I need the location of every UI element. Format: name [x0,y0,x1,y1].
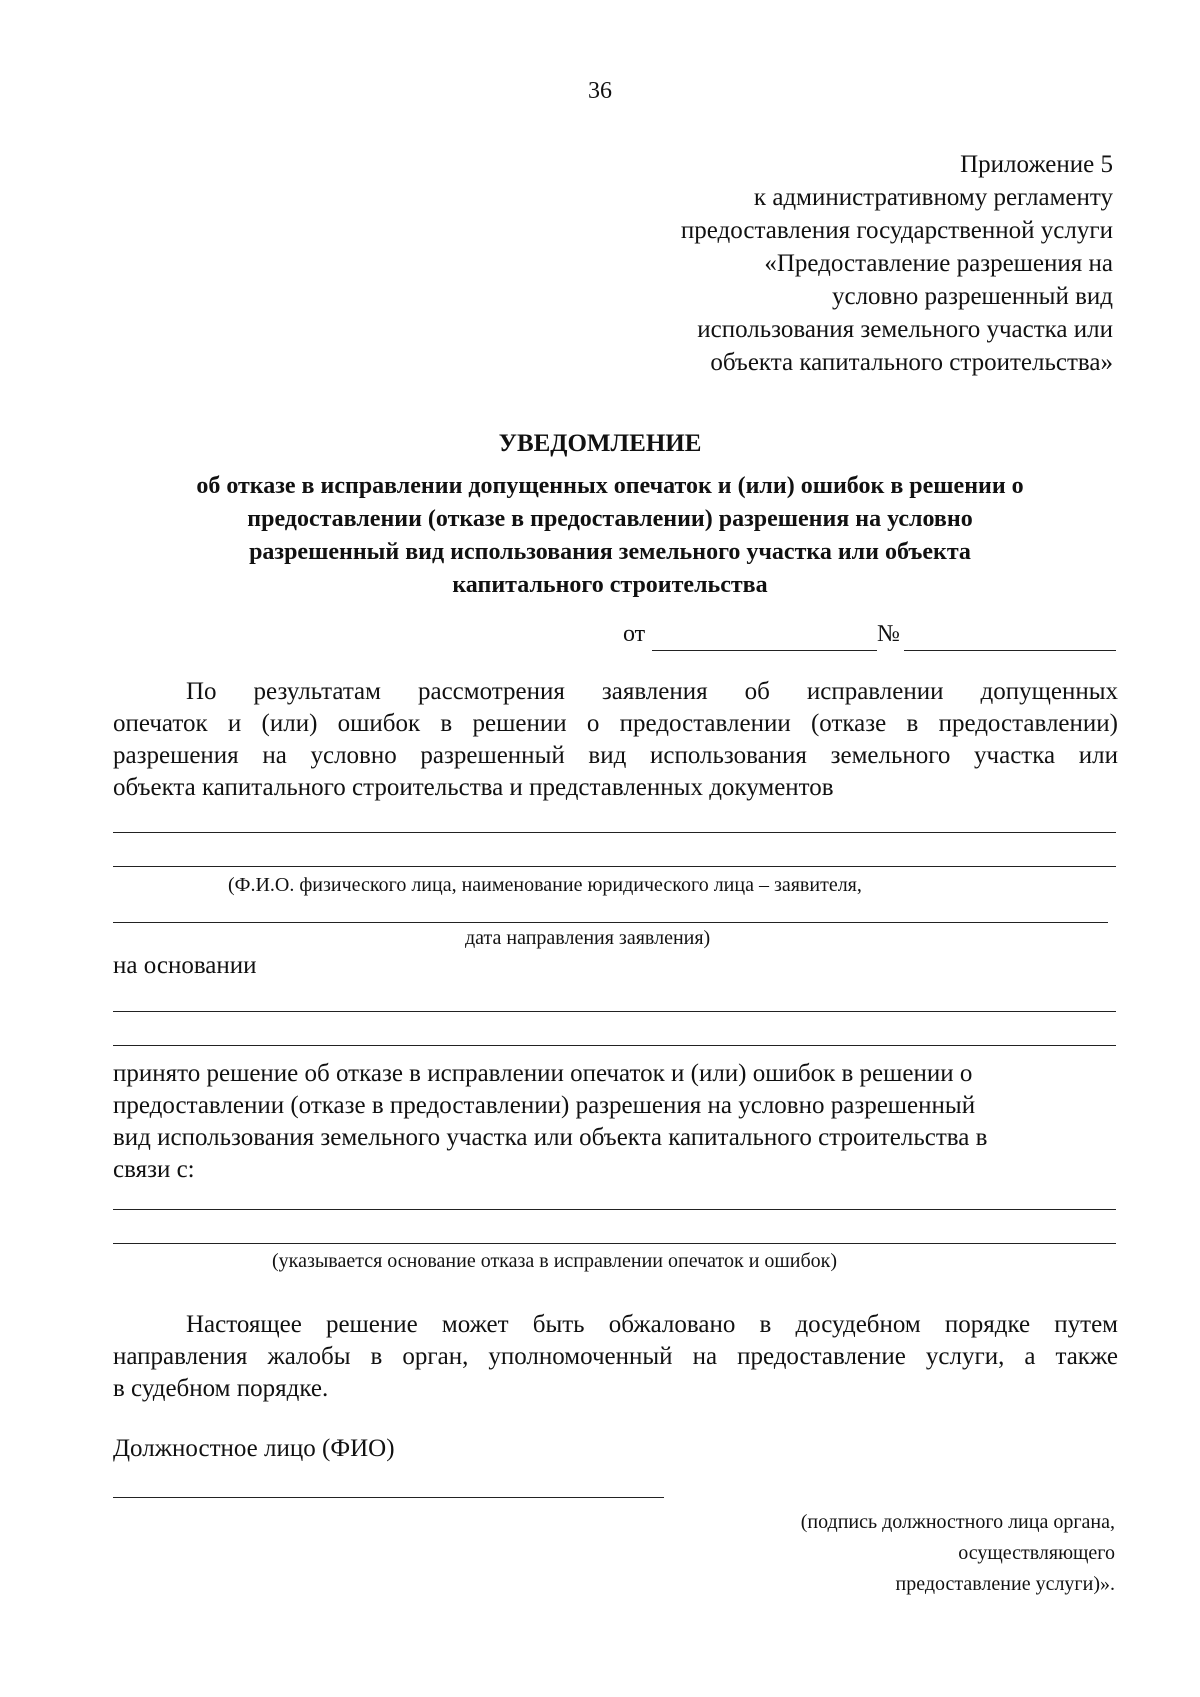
paragraph-line: предоставлении (отказе в предоставлении) разрешения на условно разрешенный [113,1092,976,1119]
paragraph-appeal [113,1309,1118,1405]
annex-line: условно разрешенный вид [831,283,1113,310]
subtitle-line: предоставлении (отказе в предоставлении) разрешения на условно [247,506,973,532]
annex-line: объекта капитального строительства» [710,349,1113,376]
paragraph-line: По результатам рассмотрения заявления об исправлении допущенных [186,678,1118,705]
annex-line: предоставления государственной услуги [680,217,1113,244]
paragraph-line: разрешения на условно разрешенный вид использования земельного участка или [113,742,1118,769]
paragraph-line: направления жалобы в орган, уполномоченный на предоставление услуги, а также [113,1343,1118,1370]
basis-label: на основании [113,952,257,979]
applicant-date-field-line[interactable] [113,922,1108,923]
paragraph-line: опечаток и (или) ошибок в решении о предоставлении (отказе в предоставлении) [113,710,1118,737]
paragraph-line: в судебном порядке. [113,1375,329,1402]
paragraph-line: принято решение об отказе в исправлении опечаток и (или) ошибок в решении о [113,1060,973,1087]
applicant-caption: (Ф.И.О. физического лица, наименование юридического лица – заявителя, [228,874,862,896]
annex-line: Приложение 5 [960,151,1113,178]
annex-line: к административному регламенту [753,184,1113,211]
page-number: 36 [588,78,612,104]
number-label: № [877,621,900,647]
paragraph-line: вид использования земельного участка или объекта капитального строительства в [113,1124,988,1151]
basis-field-line[interactable] [113,1045,1116,1046]
date-from-label: от [623,621,646,647]
document-subtitle [110,470,1110,602]
document-title: УВЕДОМЛЕНИЕ [498,430,702,457]
signature-caption-line: (подпись должностного лица органа, [800,1511,1115,1533]
subtitle-line: разрешенный вид использования земельного участка или объекта [249,539,971,565]
basis-field-line[interactable] [113,1011,1116,1012]
paragraph-line: Настоящее решение может быть обжаловано в досудебном порядке путем [186,1311,1118,1338]
signature-caption-line: предоставление услуги)». [895,1573,1115,1595]
number-field-line[interactable] [904,650,1116,651]
annex-line: использования земельного участка или [697,316,1113,343]
date-field-line[interactable] [652,650,877,651]
reason-field-line[interactable] [113,1243,1116,1244]
reason-field-line[interactable] [113,1209,1116,1210]
signature-caption-line: осуществляющего [958,1542,1115,1564]
applicant-date-caption: дата направления заявления) [465,927,711,949]
official-label: Должностное лицо (ФИО) [113,1435,395,1462]
annex-header [473,148,1113,379]
paragraph-review [113,676,1118,804]
paragraph-decision [113,1058,1118,1186]
reason-caption: (указывается основание отказа в исправлении опечаток и ошибок) [272,1250,838,1272]
paragraph-line: объекта капитального строительства и представленных документов [113,774,834,801]
applicant-field-line[interactable] [113,832,1116,833]
paragraph-line: связи с: [113,1156,195,1183]
subtitle-line: об отказе в исправлении допущенных опечаток и (или) ошибок в решении о [196,473,1024,499]
applicant-field-line[interactable] [113,866,1116,867]
signature-field-line[interactable] [113,1497,664,1498]
annex-line: «Предоставление разрешения на [764,250,1113,277]
signature-caption [801,1507,1115,1600]
subtitle-line: капитального строительства [452,572,768,598]
